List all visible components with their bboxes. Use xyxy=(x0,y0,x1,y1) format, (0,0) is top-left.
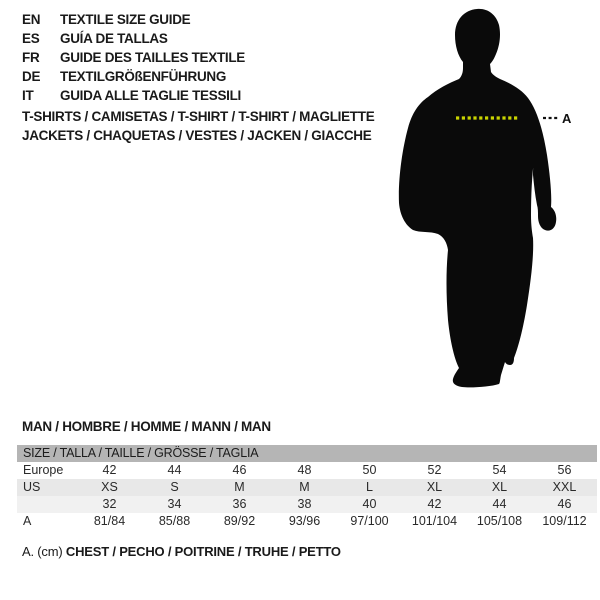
row-label: US xyxy=(23,480,41,494)
footnote-prefix: A. (cm) xyxy=(22,544,63,559)
table-cell: 36 xyxy=(232,497,247,511)
table-cell: 32 xyxy=(102,497,117,511)
table-cell: M xyxy=(234,480,245,494)
table-row-us xyxy=(17,479,597,496)
language-row-de xyxy=(22,67,245,86)
category-jackets: JACKETS / CHAQUETAS / VESTES / JACKEN / GIACCHE xyxy=(22,128,372,143)
table-cell: 93/96 xyxy=(288,514,321,528)
man-silhouette-shape xyxy=(399,9,556,387)
garment-categories xyxy=(22,107,374,145)
table-cell: 42 xyxy=(102,463,117,477)
footnote-text: CHEST / PECHO / POITRINE / TRUHE / PETTO xyxy=(65,544,341,559)
table-cell: 50 xyxy=(362,463,377,477)
language-label: GUIDA ALLE TAGLIE TESSILI xyxy=(60,88,241,103)
category-tshirts: T-SHIRTS / CAMISETAS / T-SHIRT / T-SHIRT / MAGLIETTE xyxy=(22,109,375,124)
size-table xyxy=(17,445,597,530)
table-row-chest-a xyxy=(17,513,597,530)
table-cell: 42 xyxy=(427,497,442,511)
table-cell: M xyxy=(299,480,310,494)
table-cell: 46 xyxy=(557,497,572,511)
table-cell: 34 xyxy=(167,497,182,511)
table-cell: 52 xyxy=(427,463,442,477)
language-row-en xyxy=(22,10,245,29)
table-row-europe xyxy=(17,462,597,479)
table-cell: 109/112 xyxy=(542,514,587,528)
table-cell: 101/104 xyxy=(411,514,458,528)
table-cell: 44 xyxy=(167,463,182,477)
table-cell: 81/84 xyxy=(93,514,126,528)
table-cell: XXL xyxy=(552,480,577,494)
language-label: TEXTILGRÖßENFÜHRUNG xyxy=(60,69,227,84)
language-row-es xyxy=(22,29,245,48)
table-cell: L xyxy=(366,480,373,494)
language-code: IT xyxy=(22,88,34,103)
table-cell: 46 xyxy=(232,463,247,477)
section-title: MAN / HOMBRE / HOMME / MANN / MAN xyxy=(22,419,271,434)
language-code: ES xyxy=(22,31,40,46)
language-label: TEXTILE SIZE GUIDE xyxy=(60,12,191,27)
table-cell: XS xyxy=(101,480,118,494)
table-cell: 105/108 xyxy=(476,514,523,528)
row-label xyxy=(17,496,77,513)
table-cell: 89/92 xyxy=(223,514,256,528)
language-code: EN xyxy=(22,12,41,27)
language-code: FR xyxy=(22,50,40,65)
table-cell: 97/100 xyxy=(350,514,389,528)
table-cell: S xyxy=(170,480,179,494)
language-row-fr xyxy=(22,48,245,67)
table-cell: XL xyxy=(426,480,443,494)
table-cell: XL xyxy=(491,480,508,494)
language-code: DE xyxy=(22,69,41,84)
table-cell: 85/88 xyxy=(158,514,191,528)
table-cell: 40 xyxy=(362,497,377,511)
language-label: GUÍA DE TALLAS xyxy=(60,31,168,46)
table-cell: 54 xyxy=(492,463,507,477)
language-list xyxy=(22,10,245,105)
table-cell: 48 xyxy=(297,463,312,477)
table-cell: 56 xyxy=(557,463,572,477)
table-cell: 44 xyxy=(492,497,507,511)
language-label: GUIDE DES TAILLES TEXTILE xyxy=(60,50,246,65)
size-table-header: SIZE / TALLA / TAILLE / GRÖSSE / TAGLIA xyxy=(17,445,597,462)
man-silhouette xyxy=(395,0,575,395)
language-row-it xyxy=(22,86,245,105)
measurement-footnote xyxy=(22,544,341,559)
row-label: A xyxy=(23,514,32,528)
table-cell: 38 xyxy=(297,497,312,511)
table-row-numeric xyxy=(17,496,597,513)
row-label: Europe xyxy=(23,463,64,477)
measure-label-a: A xyxy=(562,111,572,126)
